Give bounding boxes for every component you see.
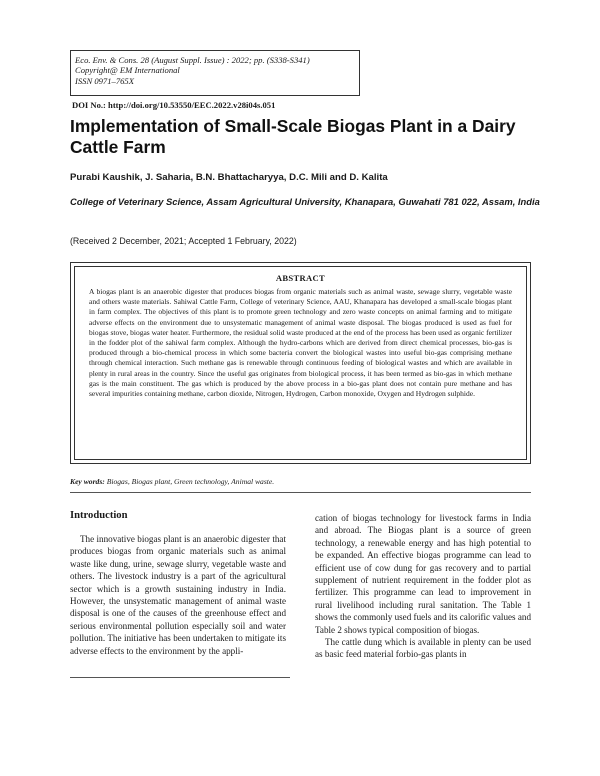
- abstract-box: [70, 262, 531, 464]
- paper-title: Implementation of Small-Scale Biogas Plant in a Dairy Cattle Farm: [70, 116, 516, 157]
- abstract-text: A biogas plant is an anaerobic digester that produces biogas from organic materials such as animal waste, sewage slurry, vegetable waste and others waste materials. Sahiwal Cattle Farm, College of veterinary Science, AAU, Khanapara has developed a small-scale biogas plant in farm complex. The objectives of this plant is to promote green technology and zero waste concepts on animal farming and to mitigate adverse effects on the environment due to unsystematic management of animal waste disposal. The biogas produced is used as fuel for biogas stove, biogas water heater. Furthermore, the residual solid waste produced at the end of the process has been used as organic fertilizer in the fodder plot of the sahiwal farm complex. Although the hydro-carbons which are derived from direct chemical processes, bio-gas is produced through a bio-chemical process in which some bacteria convert the biological wastes into useful bio-gas comprising methane through chemical interaction. Such methane gas is renewable through continuous feeding of biological wastes and which are available in plenty in rural areas in the country. Since the useful gas originates from biological process, it has been termed as bio-gas in which methane gas is the main constituent. The gas which is produced by the above process in a bio-gas plant does not contain pure methane and has several impurities containing methane, carbon dioxide, Nitrogen, Hydrogen, Carbon monoxide, Oxygen and Hydrogen sulphide.: [89, 287, 512, 399]
- author-list: Purabi Kaushik, J. Saharia, B.N. Bhattacharyya, D.C. Mili and D. Kalita: [70, 172, 388, 183]
- keywords-value: Biogas, Biogas plant, Green technology, Animal waste.: [106, 477, 275, 486]
- keywords-line: [70, 477, 274, 486]
- journal-info-box: [70, 50, 360, 96]
- footer-divider: [70, 677, 290, 678]
- keywords-label: Key words:: [70, 477, 105, 486]
- abstract-inner-frame: [74, 266, 527, 460]
- doi-link[interactable]: DOI No.: http://doi.org/10.53550/EEC.2022.v28i04s.051: [72, 100, 276, 110]
- introduction-paragraph-1-continued: cation of biogas technology for livestock farms in India and abroad. The Biogas plant is a source of green technology, a renewable energy and has high potential to be expanded. An effective biogas programme can lead to efficient use of cow dung for gas recovery and to partial supplement of nutrient requirement in the fodder plot as fertilizer. This programme can lead to improvement in rural livelihood including rural sanitation. The Table 1 shows the commonly used fuels and its calorific values and Table 2 shows typical composition of biogas.: [315, 513, 531, 635]
- introduction-left-column: [70, 533, 286, 657]
- author-affiliation: College of Veterinary Science, Assam Agricultural University, Khanapara, Guwahati 781 022, Assam, India: [70, 196, 540, 207]
- section-divider: [70, 492, 531, 493]
- journal-copyright: Copyright@ EM International: [75, 65, 180, 76]
- journal-citation: Eco. Env. & Cons. 28 (August Suppl. Issue) : 2022; pp. (S338-S341): [75, 55, 310, 65]
- introduction-paragraph-1: The innovative biogas plant is an anaerobic digester that produces biogas from organic materials such as animal waste like dung, urine, sewage slurry, vegetable waste and others. The livestock industry is a part of the agricultural sector which is a growth sustaining industry in India. However, the unsystematic management of animal waste disposal is one of the causes of the greenhouse effect and serious environmental pollution especially soil and water pollution. The initiative has been undertaken to mitigate its adverse effects to the environment by the appli-: [70, 534, 286, 656]
- received-dates: (Received 2 December, 2021; Accepted 1 February, 2022): [70, 236, 297, 246]
- introduction-heading: Introduction: [70, 510, 128, 521]
- introduction-paragraph-2: The cattle dung which is available in plenty can be used as basic feed material forbio-gas plants in: [315, 637, 531, 660]
- introduction-right-column: [315, 512, 531, 661]
- journal-issn: ISSN 0971–765X: [75, 75, 134, 86]
- abstract-heading: ABSTRACT: [275, 273, 326, 283]
